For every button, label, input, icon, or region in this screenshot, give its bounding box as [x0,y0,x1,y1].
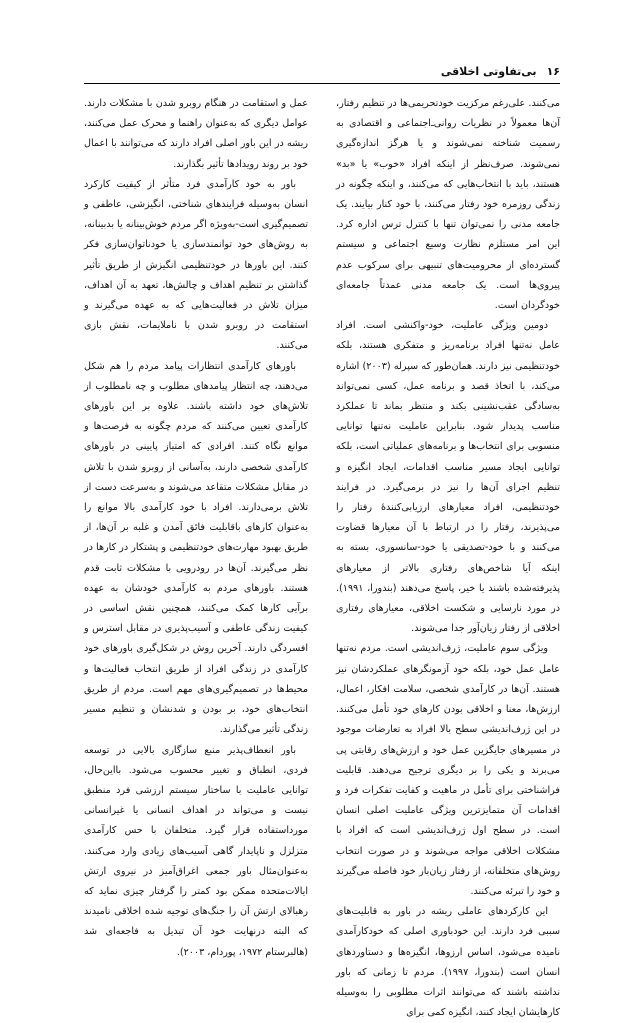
right-column [336,94,560,1019]
page-header [84,62,560,80]
paragraph: عمل و استقامت در هنگام روبرو شدن با مشکلات دارند. عوامل دیگری که به‌عنوان راهنما و محرک عمل می‌کنند، ریشه در این باور اصلی افراد دارند که می‌توانند با اعمال خود بر روند رویدادها تأثیر بگذارند. [84,98,308,170]
paragraph: باور به خود کارآمدی فرد متأثر از کیفیت کارکرد انسان به‌وسیله فرایندهای شناختی، انگیزشی، عاطفی و تصمیم‌گیری است-به‌ویژه اگر مردم خوش‌بینانه یا بدبینانه، به روش‌های خود توانمندسازی یا خودناتوان‌سازی فکر کنند. این باورها در خودتنظیمی انگیزش از طریق تأثیر گذاشتن بر تنظیم اهداف و چالش‌ها، تعهد به آن اهداف، میزان تلاش در فعالیت‌هایی که به عهده می‌گیرند و استقامت در روبرو شدن با ناملایمات، نقش بازی می‌کنند. [84,178,308,352]
running-title: بی‌تفاوتی اخلاقی [440,64,537,78]
paragraph: این کارکردهای عاملی ریشه در باور به قابلیت‌های سببی فرد دارند. این خودباوری اصلی که خودکارآمدی نامیده می‌شود، اساس ارزوها، انگیزه‌ها و دستاوردهای انسان است (بندورا، ۱۹۹۷). مردم تا زمانی که باور نداشته باشند که می‌توانند اثرات مطلوبی را به‌وسیله کارهایشان ایجاد کنند، انگیزه کمی برای [336,906,560,1019]
header-rule [84,83,560,84]
page-number: ۱۶ [546,64,560,78]
left-column [84,94,308,958]
paragraph: ویژگی سوم عاملیت، ژرف‌اندیشی است. مردم نه‌تنها عامل عمل خود، بلکه خود آزمونگرهای عملکردشان نیز هستند. آن‌ها در کارآمدی شخصی، سلامت افکار، اعمال، ارزش‌ها، معنا و اخلاقی بودن کارهای خود تأمل می‌کنند. در این ژرف‌اندیشی سطح بالا افراد به تعارضات موجود در مسیرهای جایگزین عمل خود و ارزش‌های رقابتی پی می‌برند و یکی را بر دیگری ترجیح می‌دهند. قابلیت فراشناختی برای تأمل در ماهیت و کفایت تفکرات فرد و اقدامات آن متمایزترین ویژگی عاملیت اصلی انسان است. در سطح اول ژرف‌اندیشی است که افراد با مشکلات اخلاقی مواجه می‌شوند و در صورت انتخاب روش‌های متخلفانه، از رفتار زیان‌بار خود فاصله می‌گیرند و خود را تبرئه می‌کنند. [336,643,560,897]
paragraph: دومین ویژگی عاملیت، خود-واکنشی است. افراد عامل نه‌تنها افراد برنامه‌ریز و متفکری هستند، بلکه خودتنظیمی نیز دارند. همان‌طور که سپرله (۲۰۰۳) اشاره می‌کند، با اتخاذ قصد و برنامه عمل، کسی نمی‌تواند به‌سادگی عقب‌نشینی بکند و منتظر بماند تا عملکرد مناسب پدیدار شود. بنابراین عاملیت نه‌تنها توانایی منسوبی برای انتخاب‌ها و برنامه‌های عملیاتی است، بلکه توانایی ایجاد مسیر مناسب اقدامات، ایجاد انگیزه و تنظیم اجرای آن‌ها را نیز در برمی‌گیرد. در فرایند خودتنظیمی، افراد معیارهای ارزیابی‌کنندهٔ رفتار را می‌پذیرند، رفتار را در ارتباط با آن معیارها قضاوت می‌کنند و با خود-تصدیقی یا خود-سانسوری، بسته به اینکه آیا شاخص‌های رفتاری بالاتر از معیارهای پذیرفته‌شده باشند یا خیر، پاسخ می‌دهند (بندورا، ۱۹۹۱). در مورد نارسایی و شکست اخلاقی، معیارهای رفتاری اخلاقی از رفتار زیان‌آور جدا می‌شوند. [336,320,560,635]
paragraph: باور انعطاف‌پذیر منبع سازگاری بالایی در توسعه فردی، انطباق و تغییر محسوب می‌شود. بااین‌حال، توانایی عاملیت با ساختار سیستم ارزشی فرد منطبق نیست و می‌تواند در اهداف انسانی یا غیرانسانی مورداستفاده قرار گیرد. متخلفان با حس کارآمدی متزلزل و ناپایدار گاهی آسیب‌های زیادی وارد می‌کنند. به‌عنوان‌مثال باور جمعی اغراق‌آمیز در نیروی ارتش ایالات‌متحده ممکن بود کمتر را گرفتار چیزی نماید که رهبالای ارتش آن را جنگ‌های توجیه شده اخلاقی نامیدند که البته درنهایت خود آن تبدیل به فاجعه‌ای شد (هالبرستام ۱۹۷۲، پوردام، ۲۰۰۳). [84,744,308,958]
paragraph: باورهای کارآمدی انتظارات پیامد مردم را هم شکل می‌دهند، چه انتظار پیامدهای مطلوب و چه نامطلوب از تلاش‌های خود داشته باشند. علاوه بر این باورهای کارآمدی تعیین می‌کنند که مردم چگونه به فرصت‌ها و موانع نگاه کنند. افرادی که امتیاز پایینی در باورهای کارآمدی شخصی دارند، به‌آسانی از روبرو شدن با تلاش در مقابل مشکلات متقاعد می‌شوند و به‌سرعت دست از تلاش برمی‌دارند. افراد با خود کارآمدی بالا موانع را به‌عنوان کارهای باقابلیت فائق آمدن و غلبه بر آن‌ها، از طریق بهبود مهارت‌های خودتنظیمی و پشتکار در کارها در نظر می‌گیرند. آن‌ها در رودرویی با مشکلات ثابت قدم هستند. باورهای مردم به کارآمدی خودشان به عهده برآیی کارها کمک می‌کنند، همچنین نقش اساسی در کیفیت زندگی عاطفی و آسیب‌پذیری در مقابل استرس و افسردگی دارند. آخرین روش در شکل‌گیری باورهای خود کارآمدی در زندگی افراد از طریق انتخاب فعالیت‌ها و محیط‌ها در تصمیم‌گیری‌های مهم است. مردم از طریق انتخاب‌های خود، بر بودن و شدنشان و تنظیم مسیر زندگی تأثیر می‌گذارند. [84,360,308,736]
paragraph: می‌کنند. علی‌رغم مرکزیت خودتحریمی‌ها در تنظیم رفتار، آن‌ها معمولاً در نظریات روانی‌ـ‌اجتماعی و اقتصادی به رسمیت شناخته نمی‌شوند و یا هرگز اندازه‌گیری نمی‌شوند. صرف‌نظر از اینکه افراد «خوب» یا «بد» هستند، باید با انتخاب‌هایی که می‌کنند، و اینکه چگونه در زندگی روزمره خود رفتار می‌کنند، با خود کنار بیایند. یک جامعه مدنی را نمی‌توان تنها با کنترل ترس اداره کرد. این امر مستلزم نظارت وسیع اجتماعی و سیستم گسترده‌ای از محرومیت‌های تنبیهی برای سرکوب عدم پیروی‌ها است. یک جامعه مدنی عمدتاً جامعه‌ای خودگردان است. [336,98,560,312]
